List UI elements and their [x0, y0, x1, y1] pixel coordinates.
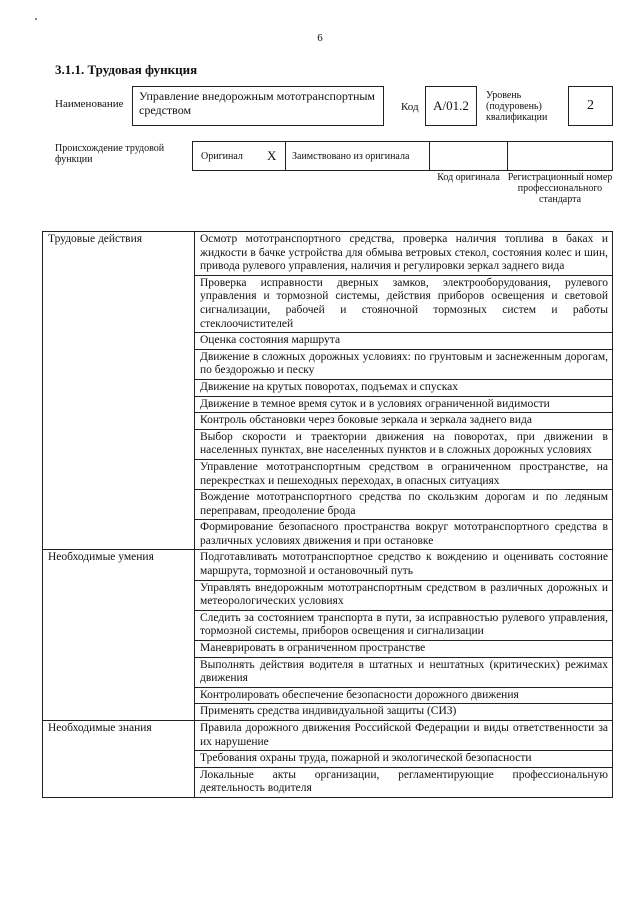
item-cell: Подготавливать мототранспортное средство к вождению и оценивать состояние маршрута, тормозной и остановочный путь	[195, 550, 613, 580]
category-cell: Необходимые знания	[43, 721, 195, 798]
item-cell: Формирование безопасного пространства вокруг мототранспортного средства в различных условиях движения и при остановке	[195, 520, 613, 550]
borrowed-cell	[285, 141, 430, 171]
registration-number-cell	[507, 141, 613, 171]
item-cell: Управление мототранспортным средством в ограниченном пространстве, на перекрестках и пешеходных переходах, в опасных ситуациях	[195, 459, 613, 489]
registration-caption: Регистрационный номер профессионального стандарта	[507, 172, 613, 205]
item-cell: Проверка исправности дверных замков, электрооборудования, рулевого управления и тормозной системы, действия приборов освещения и световой сигнализации, рабочей и стояночной тормозных систем и работы стеклоочистителей	[195, 275, 613, 332]
item-cell: Управлять внедорожным мототранспортным средством в различных дорожных и метеорологических условиях	[195, 580, 613, 610]
item-cell: Требования охраны труда, пожарной и экологической безопасности	[195, 751, 613, 768]
table-row	[43, 550, 613, 580]
item-cell: Движение в сложных дорожных условиях: по грунтовым и заснеженным дорогам, по бездорожью и песку	[195, 349, 613, 379]
item-cell: Выполнять действия водителя в штатных и нештатных (критических) режимах движения	[195, 657, 613, 687]
item-cell: Контроль обстановки через боковые зеркала и зеркала заднего вида	[195, 413, 613, 430]
item-cell: Контролировать обеспечение безопасности дорожного движения	[195, 687, 613, 704]
level-value-box	[568, 86, 613, 126]
item-cell: Применять средства индивидуальной защиты (СИЗ)	[195, 704, 613, 721]
item-cell: Локальные акты организации, регламентирующие профессиональную деятельность водителя	[195, 767, 613, 797]
name-value-box	[132, 86, 384, 126]
origin-label: Происхождение трудовой функции	[55, 143, 165, 165]
level-value: 2	[587, 98, 594, 113]
item-cell: Осмотр мототранспортного средства, проверка наличия топлива в баках и жидкости в бачке устройства для обмыва ветровых стекол, состояния колес и шин, привода рулевого управления, наличия и регулировки зеркал заднего вида	[195, 232, 613, 276]
section-title: 3.1.1. Трудовая функция	[55, 62, 198, 77]
code-value: A/01.2	[433, 98, 469, 113]
borrowed-label: Заимствовано из оригинала	[292, 151, 410, 162]
name-label: Наименование	[55, 98, 124, 110]
page-number: 6	[317, 32, 323, 44]
item-cell: Движение на крутых поворотах, подъемах и спусках	[195, 379, 613, 396]
code-caption: Код оригинала	[437, 172, 500, 183]
item-cell: Движение в темное время суток и в условиях ограниченной видимости	[195, 396, 613, 413]
code-label: Код	[401, 101, 419, 113]
item-cell: Следить за состоянием транспорта в пути, за исправностью рулевого управления, тормозной системы, приборов освещения и сигнализации	[195, 610, 613, 640]
item-cell: Оценка состояния маршрута	[195, 333, 613, 350]
original-mark: X	[267, 148, 277, 163]
category-cell: Трудовые действия	[43, 232, 195, 550]
original-code-cell	[429, 141, 508, 171]
table-row	[43, 721, 613, 751]
table-row	[43, 232, 613, 276]
name-value: Управление внедорожным мототранспортным средством	[139, 89, 376, 117]
category-cell: Необходимые умения	[43, 550, 195, 721]
level-label: Уровень (подуровень) квалификации	[486, 90, 548, 123]
item-cell: Выбор скорости и траектории движения на поворотах, при движении в населенных пунктах, вне населенных пунктов и в сложных дорожных условиях	[195, 429, 613, 459]
code-value-box	[425, 86, 477, 126]
item-cell: Правила дорожного движения Российской Федерации и виды ответственности за их нарушение	[195, 721, 613, 751]
scan-speck	[35, 18, 37, 20]
item-cell: Вождение мототранспортного средства по скользким дорогам и по ледяным переправам, преодоление брода	[195, 490, 613, 520]
original-cell	[192, 141, 286, 171]
item-cell: Маневрировать в ограниченном пространстве	[195, 641, 613, 658]
labor-function-table	[42, 231, 613, 798]
original-label: Оригинал	[201, 151, 243, 162]
